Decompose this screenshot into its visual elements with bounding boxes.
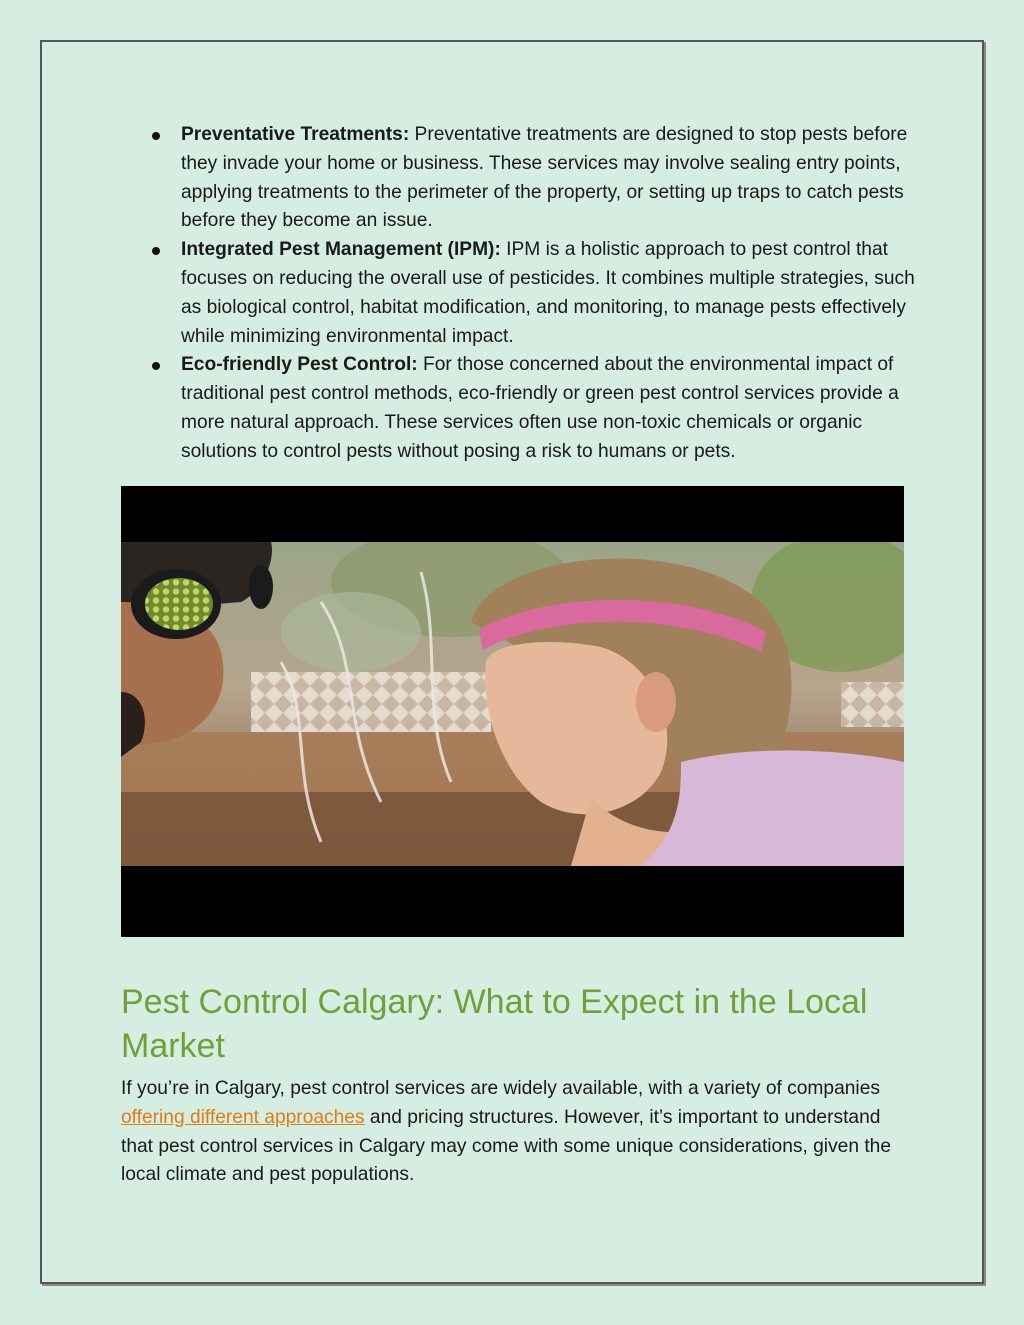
- article-photo: [121, 486, 904, 937]
- offering-approaches-link[interactable]: offering different approaches: [121, 1106, 365, 1128]
- bullet-list: [148, 121, 918, 467]
- bullet-term: Integrated Pest Management (IPM):: [181, 239, 501, 261]
- bullet-text: IPM is a holistic approach to pest control that focuses on reducing the overall use of pesticides. It combines multiple strategies, such as biological control, habitat modification, and monitoring, to manage pests effectively while minimizing environmental impact.: [181, 239, 915, 347]
- bullet-text: For those concerned about the environmental impact of traditional pest control methods, eco-friendly or green pest control services provide a more natural approach. These services often use non-toxic chemicals or organic solutions to control pests without posing a risk to humans or pets.: [181, 354, 899, 462]
- bullet-term: Preventative Treatments:: [181, 124, 410, 145]
- section-paragraph: [121, 1075, 911, 1190]
- list-item: [148, 351, 918, 466]
- photo-illustration: [121, 542, 904, 866]
- bullet-icon: [152, 362, 160, 370]
- bullet-icon: [152, 132, 160, 140]
- photo-scene: [121, 542, 904, 866]
- bullet-icon: [152, 247, 160, 255]
- bullet-text: Preventative treatments are designed to stop pests before they invade your home or business. These services may involve sealing entry points, applying treatments to the perimeter of the property, or setting up traps to catch pests before they become an issue.: [181, 124, 908, 232]
- paragraph-text-before-link: If you’re in Calgary, pest control services are widely available, with a variety of companies: [121, 1078, 880, 1099]
- list-item: [148, 236, 918, 351]
- bullet-term: Eco-friendly Pest Control:: [181, 354, 418, 376]
- section-heading: Pest Control Calgary: What to Expect in the Local Market: [121, 983, 868, 1065]
- list-item: [148, 121, 918, 236]
- paragraph-text-after-link: and pricing structures. However, it’s important to understand that pest control services in Calgary may come with some unique considerations, given the local climate and pest populations.: [121, 1106, 892, 1186]
